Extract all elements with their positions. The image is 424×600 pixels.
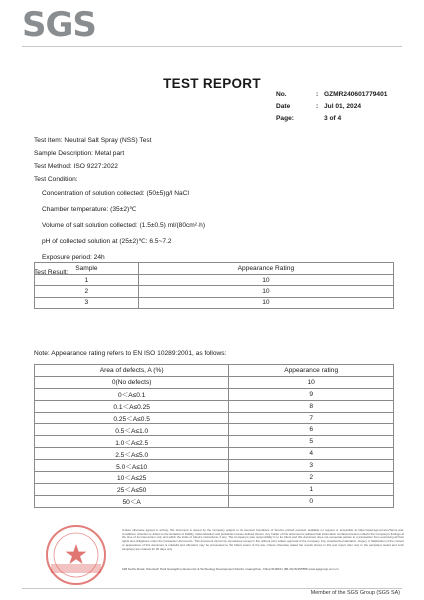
table-row <box>35 436 394 448</box>
meta-page <box>276 113 387 125</box>
test-info <box>34 134 205 279</box>
meta-label: Date <box>276 103 291 110</box>
meta-value: 3 of 4 <box>324 115 342 122</box>
table-row <box>35 424 394 436</box>
legal-disclaimer: Unless otherwise agreed in writing, this document is issued by the Company subject to its General Conditions of Service printed overleaf, available on request or accessible at https://www.sgs.com/en/Terms-and-Conditions. Attention is drawn to the limitation of liability, indemnification and jurisdiction issues defined therein. Any holder of this document is advised that information contained hereon reflects the Company's findings at the time of its intervention only and within the limits of Client's instructions, if any. The Company's sole responsibility is to its Client and this document does not exonerate parties to a transaction from exercising all their rights and obligations under the transaction documents. This document cannot be reproduced except in full, without prior written approval of the Company. Any unauthorized alteration, forgery or falsification of the content or appearance of this document is unlawful and offenders may be prosecuted to the fullest extent of the law. Unless otherwise stated the results shown in this test report refer only to the sample(s) tested and such sample(s) are retained for 30 days only. <box>122 528 404 551</box>
rating-note: Note: Appearance rating refers to EN ISO 10289:2001, as follows: <box>34 350 227 357</box>
sample-cell: 1 <box>35 274 139 285</box>
column-header: Appearance Rating <box>138 263 393 275</box>
defect-area-cell: 0.25＜A≤0.5 <box>35 412 229 424</box>
rating-cell: 6 <box>229 424 394 436</box>
column-header: Area of defects, A (%) <box>35 365 229 377</box>
condition-ph: pH of collected solution at (25±2)℃: 6.5~7.2 <box>42 238 172 245</box>
rating-cell: 7 <box>229 412 394 424</box>
test-result-label: Test Result: <box>34 269 69 276</box>
table-header-row <box>35 263 394 275</box>
table-row <box>35 483 394 495</box>
defect-area-cell: 50＜A <box>35 495 229 507</box>
rating-cell: 1 <box>229 483 394 495</box>
defect-area-cell: 0.5＜A≤1.0 <box>35 424 229 436</box>
defect-area-cell: 25＜A≤50 <box>35 483 229 495</box>
table-row <box>35 286 394 297</box>
rating-cell: 0 <box>229 495 394 507</box>
rating-scale-table <box>34 364 394 508</box>
rating-cell: 2 <box>229 472 394 484</box>
report-meta <box>276 89 387 125</box>
sgs-logo: SGS <box>22 5 96 45</box>
rating-cell: 10 <box>229 376 394 388</box>
table-row <box>35 297 394 308</box>
company-seal-icon <box>45 524 107 586</box>
sample-cell: 2 <box>35 286 139 297</box>
table-row <box>35 460 394 472</box>
table-row <box>35 495 394 507</box>
column-header: Sample <box>35 263 139 275</box>
table-row <box>35 412 394 424</box>
defect-area-cell: 0＜A≤0.1 <box>35 388 229 400</box>
meta-value: GZMR240601779401 <box>324 91 388 98</box>
condition-exposure: Exposure period: 24h <box>42 254 105 261</box>
test-condition-label: Test Condition: <box>34 176 78 183</box>
header-divider <box>22 46 402 47</box>
rating-cell: 4 <box>229 448 394 460</box>
table-header-row <box>35 365 394 377</box>
report-title: TEST REPORT <box>163 76 261 91</box>
defect-area-cell: 0(No defects) <box>35 376 229 388</box>
defect-area-cell: 10＜A≤25 <box>35 472 229 484</box>
defect-area-cell: 1.0＜A≤2.5 <box>35 436 229 448</box>
defect-area-cell: 0.1＜A≤0.25 <box>35 400 229 412</box>
sample-cell: 3 <box>35 297 139 308</box>
condition-temperature: Chamber temperature: (35±2)℃ <box>42 206 137 213</box>
table-row <box>35 274 394 285</box>
test-item: Test Item: Neutral Salt Spray (NSS) Test <box>34 137 152 144</box>
rating-cell: 3 <box>229 460 394 472</box>
meta-value: Jul 01, 2024 <box>324 103 362 110</box>
defect-area-cell: 2.5＜A≤5.0 <box>35 448 229 460</box>
test-method: Test Method: ISO 9227:2022 <box>34 163 118 170</box>
table-row <box>35 448 394 460</box>
rating-cell: 10 <box>138 286 393 297</box>
table-row <box>35 388 394 400</box>
rating-cell: 10 <box>138 274 393 285</box>
meta-label: Page: <box>276 115 294 122</box>
table-row <box>35 376 394 388</box>
footer-divider <box>22 588 402 589</box>
rating-cell: 10 <box>138 297 393 308</box>
condition-concentration: Concentration of solution collected: (50±5)g/l NaCl <box>42 190 189 197</box>
member-statement: Member of the SGS Group (SGS SA) <box>310 590 400 596</box>
defect-area-cell: 5.0＜A≤10 <box>35 460 229 472</box>
table-row <box>35 400 394 412</box>
meta-date: Date : Jul 01, 2024 <box>276 101 387 113</box>
rating-cell: 8 <box>229 400 394 412</box>
meta-label: No. <box>276 91 287 98</box>
company-address: 198 Kezhu Road, Scientech Park Guangzhou Economic & Technology Development District, Guangzhou, China 510663 t (86-20) 82155555 www.sgsgroup.com.cn <box>122 567 339 571</box>
table-row <box>35 472 394 484</box>
column-header: Appearance rating <box>229 365 394 377</box>
rating-cell: 9 <box>229 388 394 400</box>
rating-cell: 5 <box>229 436 394 448</box>
result-table <box>34 262 394 309</box>
meta-number: No. : GZMR240601779401 <box>276 89 387 101</box>
condition-volume: Volume of salt solution collected: (1.5±0.5) ml/(80cm²·h) <box>42 222 206 229</box>
sample-description: Sample Description: Metal part <box>34 150 125 157</box>
